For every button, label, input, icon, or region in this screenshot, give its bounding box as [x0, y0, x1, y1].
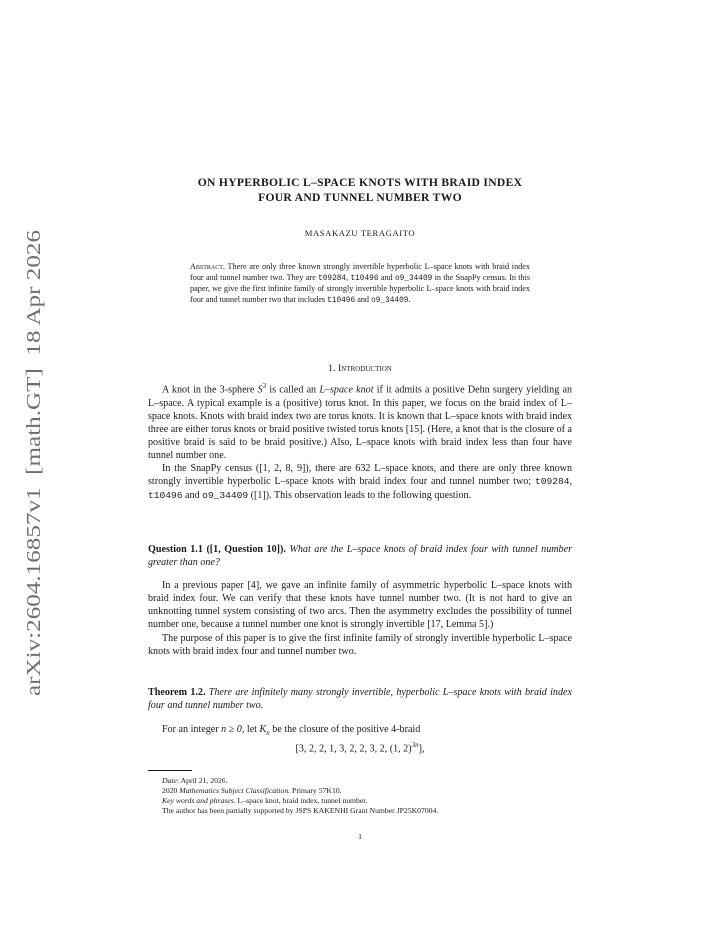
section-title: Introduction	[337, 363, 392, 374]
theorem-text: There are infinitely many strongly invertible, hyperbolic L–space knots with braid index four and tunnel number two.	[148, 687, 572, 712]
question-text: What are the L–space knots of braid index four with tunnel number greater than one?	[148, 544, 573, 569]
question-block	[148, 543, 572, 569]
author-name: MASAKAZU TERAGAITO	[304, 228, 416, 238]
page-number: 1	[358, 832, 362, 841]
abstract-label: Abstract.	[190, 262, 225, 271]
introduction-text	[148, 380, 572, 502]
footnote-support: The author has been partially supported by JSPS KAKENHI Grant Number JP25K07004.	[162, 806, 439, 816]
title-line-2: FOUR AND TUNNEL NUMBER TWO	[258, 191, 462, 204]
knot-name: t10496	[148, 489, 183, 501]
paragraph	[148, 686, 572, 712]
math-symbol: S	[257, 384, 263, 396]
motivation-text	[148, 579, 572, 658]
footnote-msc: 2020 Mathematics Subject Classification. Primary 57K10.	[162, 786, 342, 796]
knot-name: o9_34409	[371, 296, 409, 305]
knot-name: t09284	[534, 476, 570, 488]
paragraph: For an integer n ≥ 0, let $K_n$ be the closure of the positive 4-braid	[162, 724, 421, 738]
knot-name: t09284	[318, 274, 347, 283]
braid-definition	[148, 723, 572, 740]
arxiv-identifier-text: arXiv:2604.16857v1 [math.GT] 18 Apr 2026	[23, 315, 45, 696]
arxiv-identifier-sidebar	[10, 228, 54, 698]
abstract-block	[190, 262, 530, 306]
paper-title	[148, 175, 572, 205]
footnote-date: Date: April 21, 2026.	[162, 776, 228, 785]
paragraph: In the SnapPy census ([1, 2, 8, 9]), there are 632 L–space knots, and there are only three known strongly invertible hyperbolic L–space knots with braid index four and tunnel number two; t09284, t10496 and o9_34409 ([1]). This observation leads to the following question.	[148, 463, 572, 501]
paragraph: In a previous paper [4], we gave an infinite family of asymmetric hyperbolic L–space knots with braid index four. We can verify that these knots have tunnel number two. (It is not hard to give an unknotting tunnel system consisting of two arcs. Then the asymmetry excludes the possibility of tunnel number one, because a tunnel number one knot is strongly invertible [17, Lemma 5].)	[148, 580, 572, 631]
paragraph: The purpose of this paper is to give the first infinite family of strongly invertible hyperbolic L–space knots with braid index four and tunnel number two.	[148, 632, 572, 657]
question-label: Question 1.1	[148, 544, 203, 555]
theorem-label: Theorem 1.2.	[148, 687, 206, 698]
section-heading	[148, 363, 572, 374]
title-line-1: ON HYPERBOLIC L–SPACE KNOTS WITH BRAID INDEX	[197, 176, 523, 189]
knot-name: o9_34409	[202, 489, 249, 501]
paragraph: Question 1.1 ([1, Question 10]). What are the L–space knots of braid index four with tunnel number greater than one?	[148, 544, 573, 569]
theorem-block	[148, 686, 572, 712]
section-number: 1.	[328, 363, 336, 374]
braid-word-equation: [3, 2, 2, 1, 3, 2, 2, 3, 2, (1, 2)$^{3n}$],	[295, 741, 425, 755]
footnotes	[148, 776, 572, 816]
knot-name: o9_34409	[394, 274, 433, 283]
footnote-keywords: Key words and phrases. L–space knot, braid index, tunnel number.	[162, 796, 368, 806]
paragraph: A knot in the 3-sphere $S^3$ is called an L–space knot if it admits a positive Dehn surgery yielding an L–space. A typical example is a (positive) torus knot. In this paper, we focus on the braid index of L–space knots. Knots with braid index two are torus knots. It is known that L–space knots with braid index three are either torus knots or braid positive twisted torus knots [15]. (Here, a knot that is the closure of a positive braid is said to be braid positive.) Also, L–space knots with braid index less than four have tunnel number one.	[148, 382, 572, 462]
footnote-rule	[148, 770, 192, 771]
knot-name: t10496	[350, 274, 379, 283]
defined-term: L–space knot	[319, 384, 374, 396]
knot-name: t10496	[327, 296, 356, 305]
abstract-text: Abstract. There are only three known strongly invertible hyperbolic L–space knots with braid index four and tunnel number two. They are t09284, t10496 and o9_34409 in the SnapPy census. In this paper, we give the first infinite family of strongly invertible hyperbolic L–space knots with braid index four and tunnel number two that includes t10496 and o9_34409.	[190, 262, 531, 305]
